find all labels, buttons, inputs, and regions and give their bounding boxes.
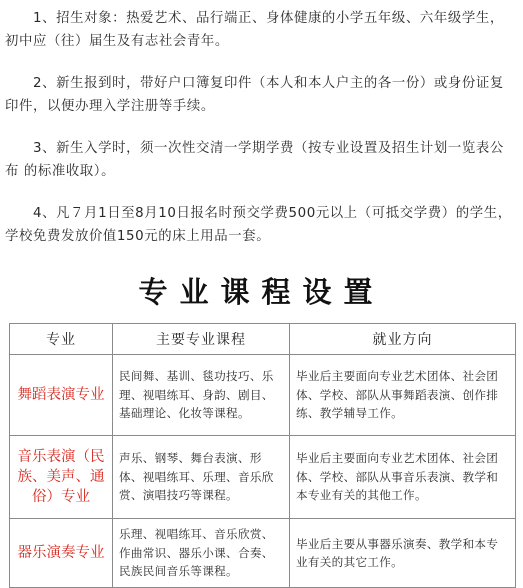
major-name: 舞蹈表演专业 (10, 355, 113, 436)
course-list: 声乐、钢琴、舞台表演、形体、视唱练耳、乐理、音乐欣赏、演唱技巧等课程。 (113, 436, 290, 519)
course-table-title: 专业课程设置 (138, 275, 385, 309)
header-career: 就业方向 (290, 324, 516, 355)
table-row (10, 436, 516, 519)
major-name: 音乐表演（民族、美声、通俗）专业 (10, 436, 113, 519)
header-major: 专业 (10, 324, 113, 355)
course-list: 民间舞、基训、毯功技巧、乐理、视唱练耳、身韵、剧目、基础理论、化妆等课程。 (113, 355, 290, 436)
table-row (10, 355, 516, 436)
header-courses: 主要专业课程 (113, 324, 290, 355)
course-list: 乐理、视唱练耳、音乐欣赏、作曲常识、器乐小课、合奏、民族民间音乐等课程。 (113, 519, 290, 588)
career-direction: 毕业后主要面向专业艺术团体、社会团体、学校、部队从事舞蹈表演、创作排练、教学辅导工作。 (290, 355, 516, 436)
table-header-row (10, 324, 516, 355)
course-table (9, 323, 516, 588)
table-row (10, 519, 516, 588)
enrollment-note-1: 1、招生对象：热爱艺术、品行端正、身体健康的小学五年级、六年级学生，初中应（往）届生及有志社会青年。 (5, 11, 504, 49)
enrollment-note-3: 3、新生入学时，须一次性交清一学期学费（按专业设置及招生计划一览表公布 的标准收取）。 (5, 141, 504, 179)
enrollment-note-4: 4、凡７月1日至8月10日报名时预交学费500元以上（可抵交学费）的学生， 学校免费发放价值150元的床上用品一套。 (5, 206, 512, 244)
major-name: 器乐演奏专业 (10, 519, 113, 588)
enrollment-note-2: 2、新生报到时，带好户口簿复印件（本人和本人户主的各一份）或身份证复印件，以便办理入学注册等手续。 (5, 76, 504, 114)
career-direction: 毕业后主要从事器乐演奏、教学和本专业有关的其它工作。 (290, 519, 516, 588)
career-direction: 毕业后主要面向专业艺术团体、社会团体、学校、部队从事音乐表演、教学和本专业有关的其他工作。 (290, 436, 516, 519)
